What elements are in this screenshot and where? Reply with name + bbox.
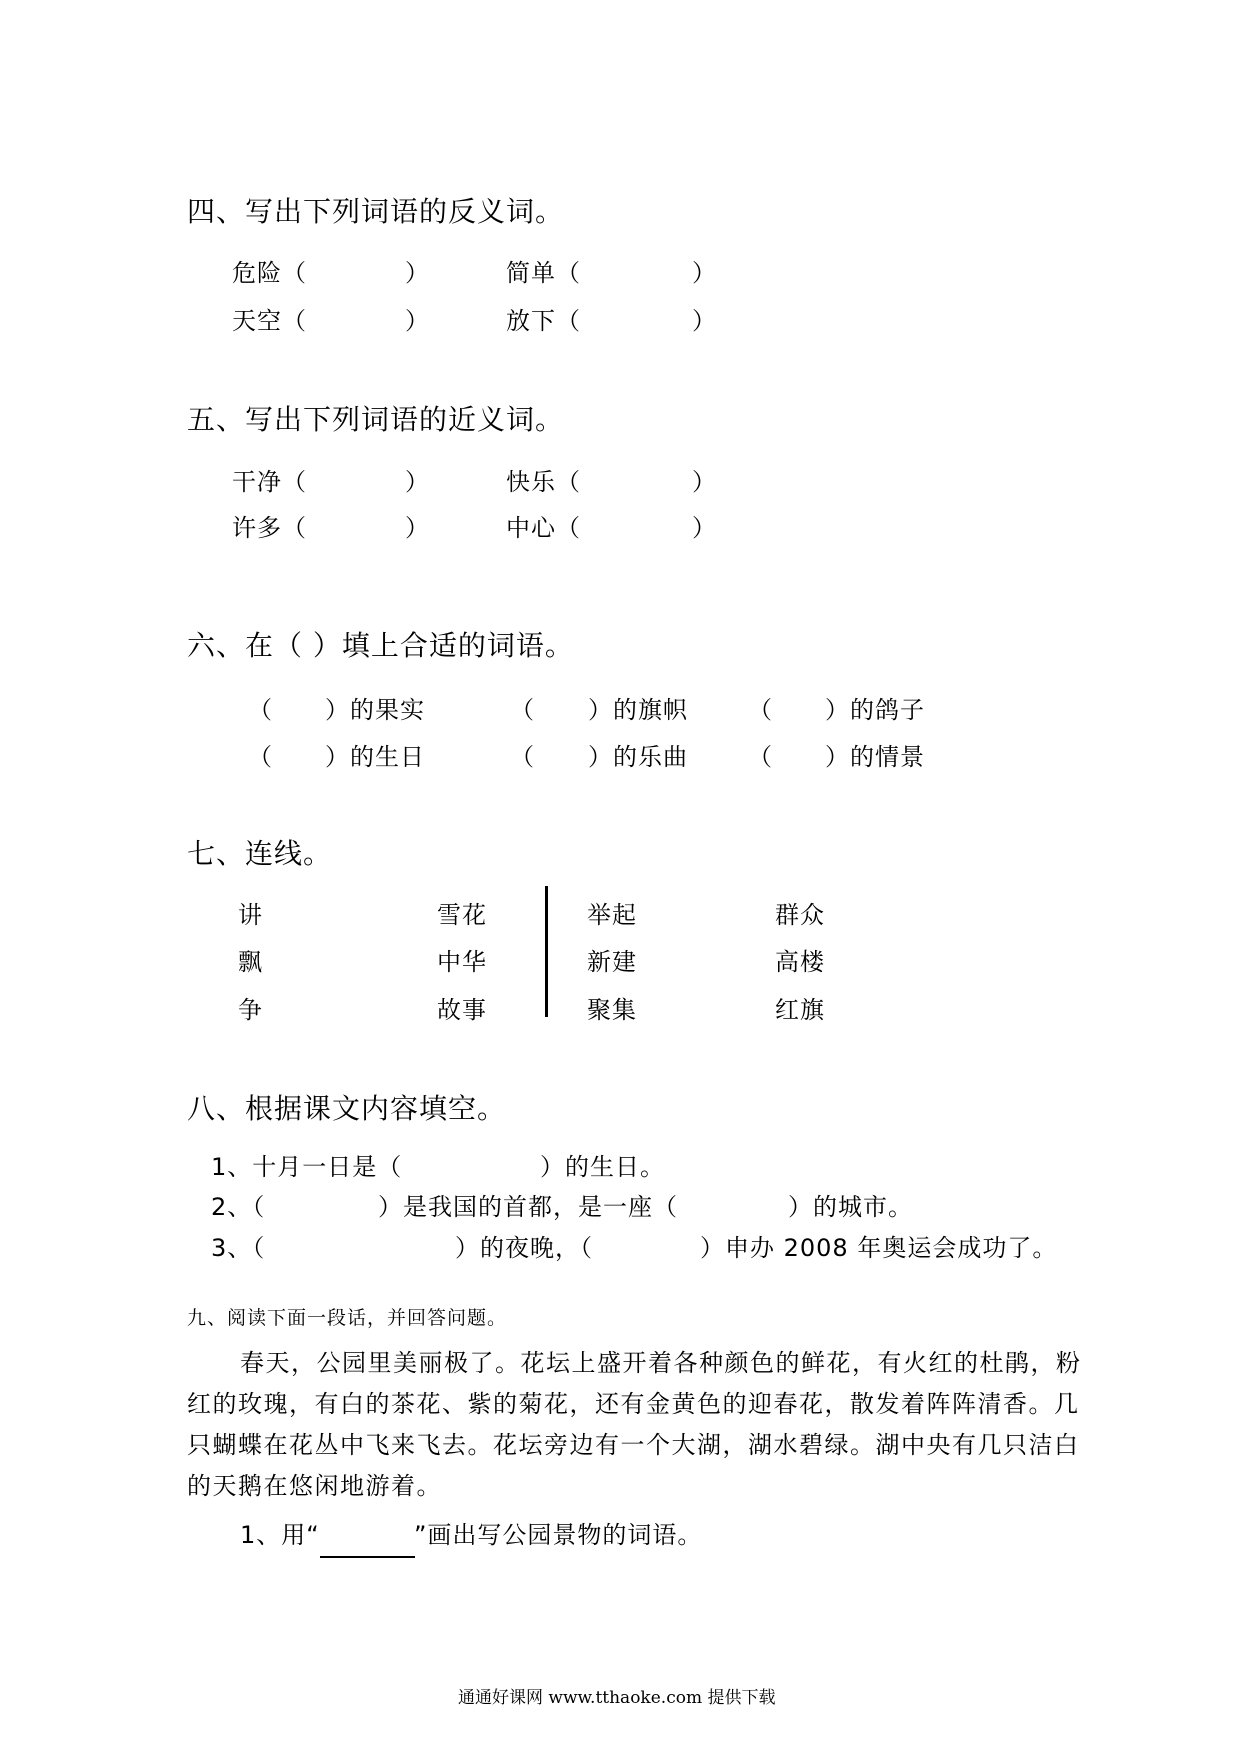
fill-line-3-c: ）申办 2008 年奥运会成功了。 <box>700 1234 1058 1262</box>
section7-title: 七、连线。 <box>187 837 333 870</box>
underline-sample <box>320 1556 415 1558</box>
section5-title: 五、写出下列词语的近义词。 <box>187 403 565 436</box>
divider-line <box>545 886 548 1017</box>
fill-line-2-a: 2、（ <box>211 1193 266 1221</box>
reading-line-3: 只蝴蝶在花丛中飞来飞去。花坛旁边有一个大湖，湖水碧绿。湖中央有几只洁白 <box>187 1431 1080 1459</box>
section8-title: 八、根据课文内容填空。 <box>187 1092 507 1125</box>
synonym-word-1: 干净（ <box>232 468 307 496</box>
section4-title: 四、写出下列词语的反义词。 <box>187 195 565 228</box>
match-left-a-1: 讲 <box>238 901 263 929</box>
fill-open-3: （ <box>748 696 773 724</box>
antonym-word-1: 危险（ <box>232 259 307 287</box>
fill-line-3-b: ）的夜晚，（ <box>455 1234 593 1262</box>
match-right-b-1: 群众 <box>775 901 825 929</box>
synonym-close-2: ） <box>692 468 717 496</box>
fill-rest-3: ）的鸽子 <box>825 696 925 724</box>
match-left-b-2: 中华 <box>437 948 487 976</box>
antonym-close-1: ） <box>405 259 430 287</box>
synonym-word-3: 许多（ <box>232 514 307 542</box>
antonym-word-3: 天空（ <box>232 307 307 335</box>
fill-line-2-b: ）是我国的首都，是一座（ <box>378 1193 678 1221</box>
fill-rest-6: ）的情景 <box>825 743 925 771</box>
fill-open-4: （ <box>248 743 273 771</box>
synonym-word-4: 中心（ <box>506 514 581 542</box>
match-right-a-3: 聚集 <box>587 996 637 1024</box>
fill-rest-1: ）的果实 <box>325 696 425 724</box>
reading-line-1: 春天，公园里美丽极了。花坛上盛开着各种颜色的鲜花，有火红的杜鹃，粉 <box>240 1349 1082 1377</box>
match-right-a-2: 新建 <box>587 948 637 976</box>
fill-rest-2: ）的旗帜 <box>588 696 688 724</box>
fill-open-1: （ <box>248 696 273 724</box>
section6-title: 六、在（ ）填上合适的词语。 <box>187 629 574 662</box>
match-right-b-2: 高楼 <box>775 948 825 976</box>
synonym-word-2: 快乐（ <box>506 468 581 496</box>
match-left-b-3: 故事 <box>437 996 487 1024</box>
antonym-close-4: ） <box>692 307 717 335</box>
match-left-a-2: 飘 <box>238 948 263 976</box>
antonym-close-3: ） <box>405 307 430 335</box>
fill-line-3-a: 3、（ <box>211 1234 266 1262</box>
fill-line-2-c: ）的城市。 <box>788 1193 913 1221</box>
question-1-b: ”画出写公园景物的词语。 <box>414 1521 703 1549</box>
antonym-close-2: ） <box>692 259 717 287</box>
match-left-b-1: 雪花 <box>437 901 487 929</box>
synonym-close-4: ） <box>692 514 717 542</box>
section9-title: 九、阅读下面一段话，并回答问题。 <box>187 1307 508 1329</box>
reading-line-4: 的天鹅在悠闲地游着。 <box>187 1472 442 1500</box>
match-left-a-3: 争 <box>238 996 263 1024</box>
antonym-word-2: 简单（ <box>506 259 581 287</box>
antonym-word-4: 放下（ <box>506 307 581 335</box>
match-right-a-1: 举起 <box>587 901 637 929</box>
fill-open-5: （ <box>510 743 535 771</box>
question-1-a: 1、用“ <box>240 1521 320 1549</box>
footer-text: 通通好课网 www.tthaoke.com 提供下载 <box>458 1688 776 1708</box>
fill-rest-5: ）的乐曲 <box>588 743 688 771</box>
fill-open-6: （ <box>748 743 773 771</box>
fill-line-1-b: ）的生日。 <box>540 1153 665 1181</box>
match-right-b-3: 红旗 <box>775 996 825 1024</box>
synonym-close-3: ） <box>405 514 430 542</box>
fill-open-2: （ <box>510 696 535 724</box>
fill-rest-4: ）的生日 <box>325 743 425 771</box>
reading-line-2: 红的玫瑰，有白的茶花、紫的菊花，还有金黄色的迎春花，散发着阵阵清香。几 <box>187 1390 1080 1418</box>
fill-line-1-a: 1、十月一日是（ <box>211 1153 403 1181</box>
synonym-close-1: ） <box>405 468 430 496</box>
